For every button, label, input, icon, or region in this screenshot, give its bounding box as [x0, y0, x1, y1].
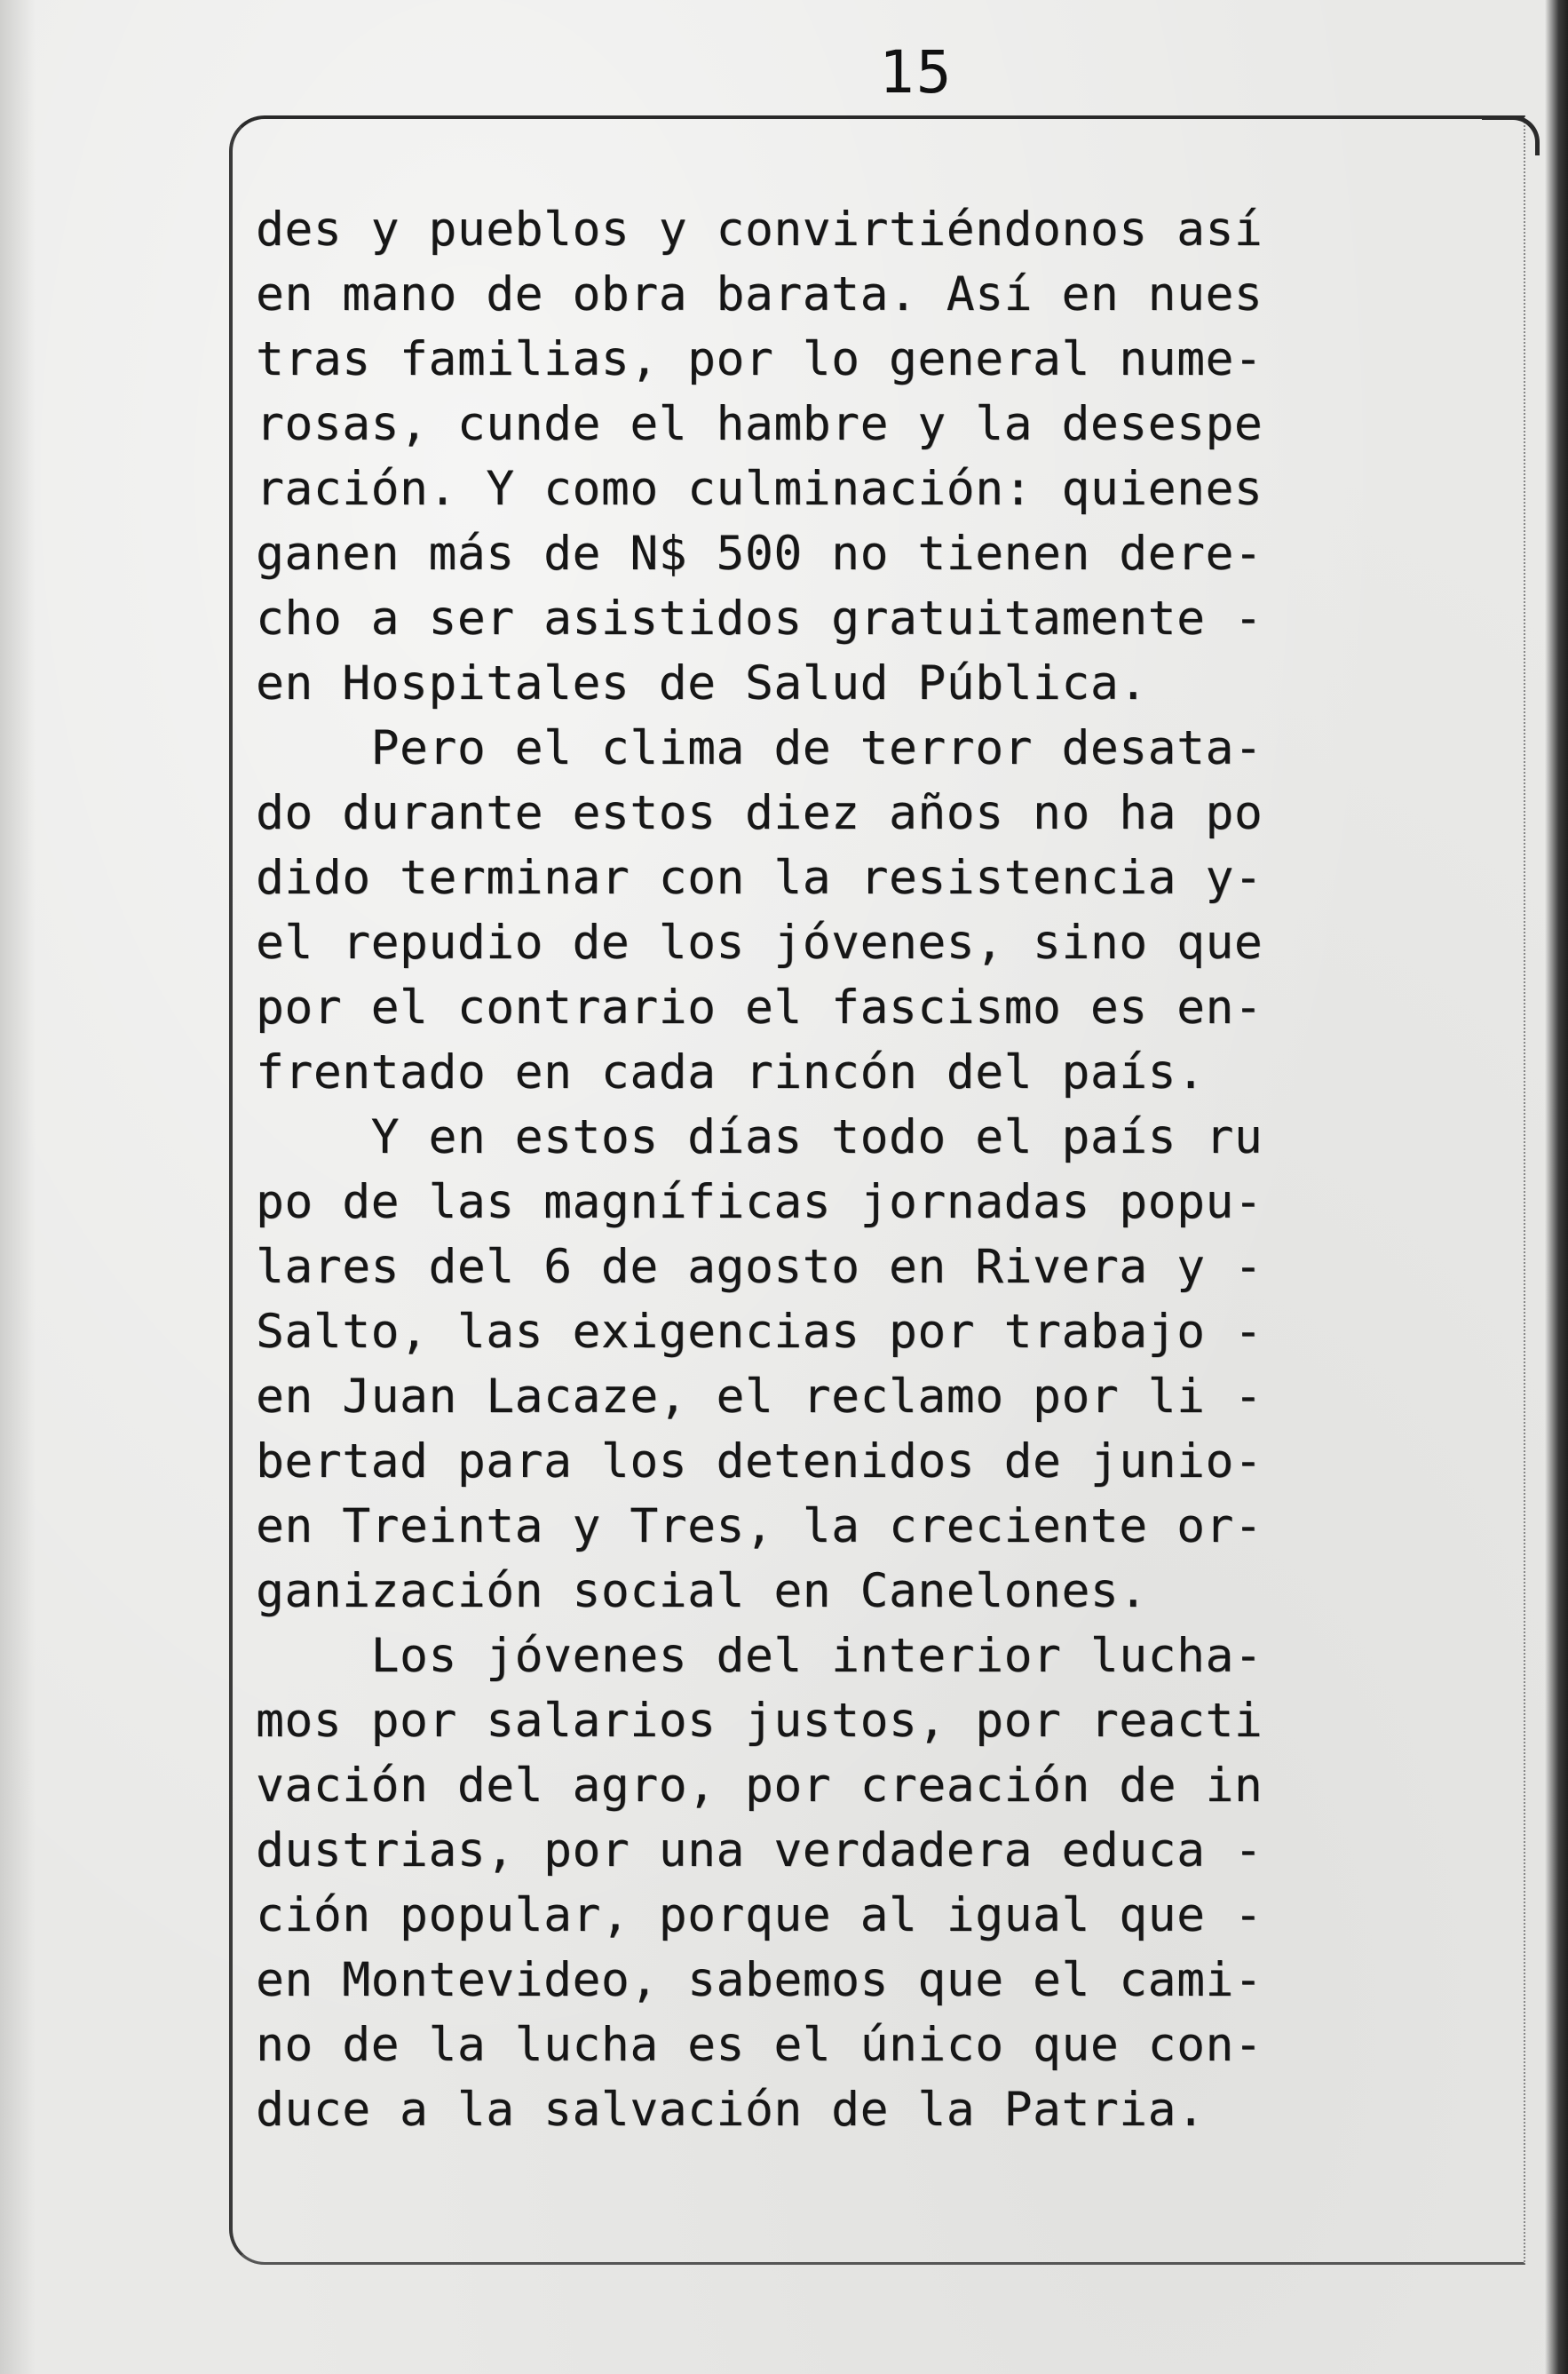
text-line: do durante estos diez años no ha po — [256, 786, 1263, 840]
text-line: en Montevideo, sabemos que el cami- — [256, 1953, 1263, 2007]
text-line: ganización social en Canelones. — [256, 1564, 1148, 1618]
text-line: Los jóvenes del interior lucha- — [256, 1629, 1263, 1683]
paper-right-edge-shadow — [1545, 0, 1568, 2374]
frame-corner — [1482, 115, 1540, 155]
text-line: por el contrario el fascismo es en- — [256, 981, 1263, 1035]
text-line: cho a ser asistidos gratuitamente - — [256, 592, 1263, 646]
text-line: rosas, cunde el hambre y la desespe — [256, 397, 1263, 451]
text-line: dustrias, por una verdadera educa - — [256, 1823, 1263, 1878]
text-line: ración. Y como culminación: quienes — [256, 462, 1263, 516]
text-line: en mano de obra barata. Así en nues — [256, 267, 1263, 322]
text-line: Y en estos días todo el país ru — [256, 1110, 1263, 1164]
text-line: tras familias, por lo general nume- — [256, 332, 1263, 386]
text-line: el repudio de los jóvenes, sino que — [256, 916, 1263, 970]
text-line: lares del 6 de agosto en Rivera y - — [256, 1240, 1263, 1294]
text-line: vación del agro, por creación de in — [256, 1759, 1263, 1813]
text-line: en Hospitales de Salud Pública. — [256, 656, 1148, 711]
text-line: bertad para los detenidos de junio- — [256, 1434, 1263, 1489]
text-line: duce a la salvación de la Patria. — [256, 2083, 1206, 2137]
paper-left-edge — [0, 0, 36, 2374]
text-line: no de la lucha es el único que con- — [256, 2018, 1263, 2072]
text-line: Salto, las exigencias por trabajo - — [256, 1305, 1263, 1359]
text-line: ción popular, porque al igual que - — [256, 1888, 1263, 1942]
typed-text-block — [256, 197, 1499, 2142]
text-line: Pero el clima de terror desata- — [256, 721, 1263, 775]
text-line: ganen más de N$ 500 no tienen dere- — [256, 527, 1263, 581]
text-line: en Juan Lacaze, el reclamo por li - — [256, 1370, 1263, 1424]
text-line: en Treinta y Tres, la creciente or- — [256, 1499, 1263, 1553]
text-line: po de las magníficas jornadas popu- — [256, 1175, 1263, 1229]
text-line: des y pueblos y convirtiéndonos así — [256, 202, 1263, 257]
page-number: 15 — [879, 38, 954, 107]
text-line: dido terminar con la resistencia y- — [256, 851, 1263, 905]
text-line: frentado en cada rincón del país. — [256, 1045, 1206, 1100]
text-line: mos por salarios justos, por reacti — [256, 1694, 1263, 1748]
